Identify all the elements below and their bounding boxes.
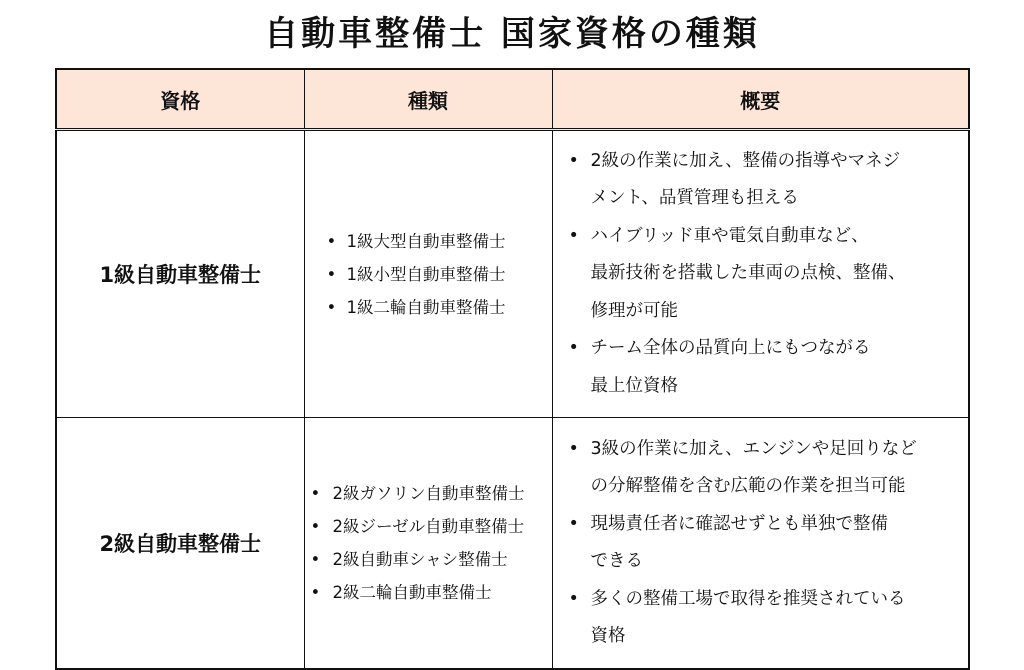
summary-list [565,431,965,656]
summary-line: • ハイブリッド車や電気自動車など、 [590,225,869,246]
summary-line: • 現場責任者に確認せずとも単独で整備 [590,513,888,534]
summary-line: できる [590,551,643,571]
summary-line: 最新技術を搭載した車両の点検、整備、 [590,263,906,284]
summary-cell [552,418,969,670]
type-list [305,477,552,609]
summary-line: • 3級の作業に加え、エンジンや足回りなど [590,438,917,459]
qualification-table [55,68,970,670]
summary-cell [552,130,969,418]
summary-item [565,330,965,405]
table-row [56,418,969,670]
summary-item [565,506,965,581]
type-item: • 2級ジーゼル自動車整備士 [311,510,552,543]
type-item: • 2級二輪自動車整備士 [311,576,552,609]
qualification-name: 2級自動車整備士 [56,418,304,670]
summary-line: の分解整備を含む広範の作業を担当可能 [590,476,906,496]
table-header-row [56,69,969,130]
type-item: • 1級二輪自動車整備士 [327,291,552,324]
type-item: • 1級小型自動車整備士 [327,258,552,291]
type-item: • 1級大型自動車整備士 [327,225,552,258]
types-cell [304,130,552,418]
table-row [56,130,969,418]
summary-item [565,143,965,218]
page-title: 自動車整備士 国家資格の種類 [264,14,760,54]
header-summary: 概要 [552,69,969,130]
qualification-name: 1級自動車整備士 [56,130,304,418]
summary-line: • 多くの整備工場で取得を推奨されている [590,588,906,609]
summary-line: 資格 [590,626,626,646]
header-qualification: 資格 [56,69,304,130]
summary-line: メント、品質管理も担える [590,188,799,209]
header-types: 種類 [304,69,552,130]
summary-line: 修理が可能 [590,300,678,321]
summary-item [565,431,965,506]
summary-line: 最上位資格 [590,375,678,396]
summary-item [565,218,965,331]
type-item: • 2級自動車シャシ整備士 [311,543,552,576]
type-list [305,225,552,324]
summary-item [565,581,965,656]
types-cell [304,418,552,670]
summary-line: • 2級の作業に加え、整備の指導やマネジ [590,150,901,171]
type-item: • 2級ガソリン自動車整備士 [311,477,552,510]
summary-list [565,143,965,406]
summary-line: • チーム全体の品質向上にもつながる [590,338,871,359]
